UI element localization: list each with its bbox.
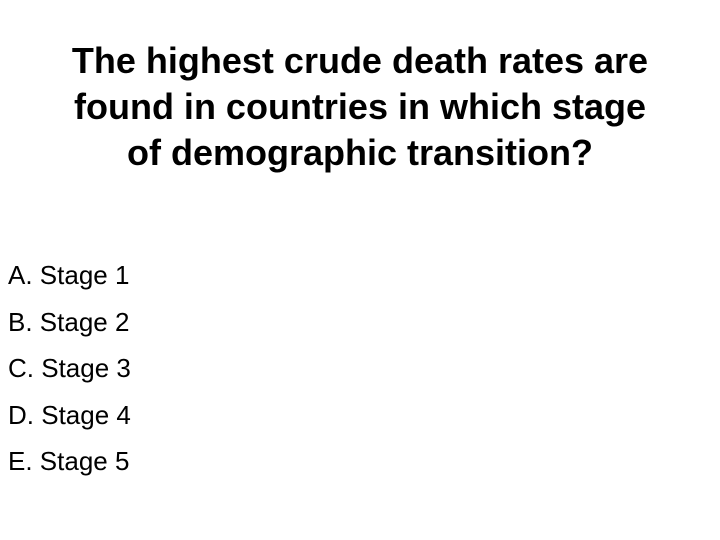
- option-b: B. Stage 2: [8, 306, 130, 337]
- question-title: [0, 38, 720, 176]
- option-a: A. Stage 1: [8, 260, 130, 290]
- option-c: C. Stage 3: [8, 353, 131, 383]
- question-line-2: found in countries in which stage: [73, 86, 647, 127]
- option-e: E. Stage 5: [8, 446, 130, 476]
- question-line-1: The highest crude death rates are: [71, 40, 649, 81]
- option-d: D. Stage 4: [8, 399, 131, 430]
- answer-options: [8, 252, 131, 485]
- question-line-3: of demographic transition?: [126, 132, 593, 173]
